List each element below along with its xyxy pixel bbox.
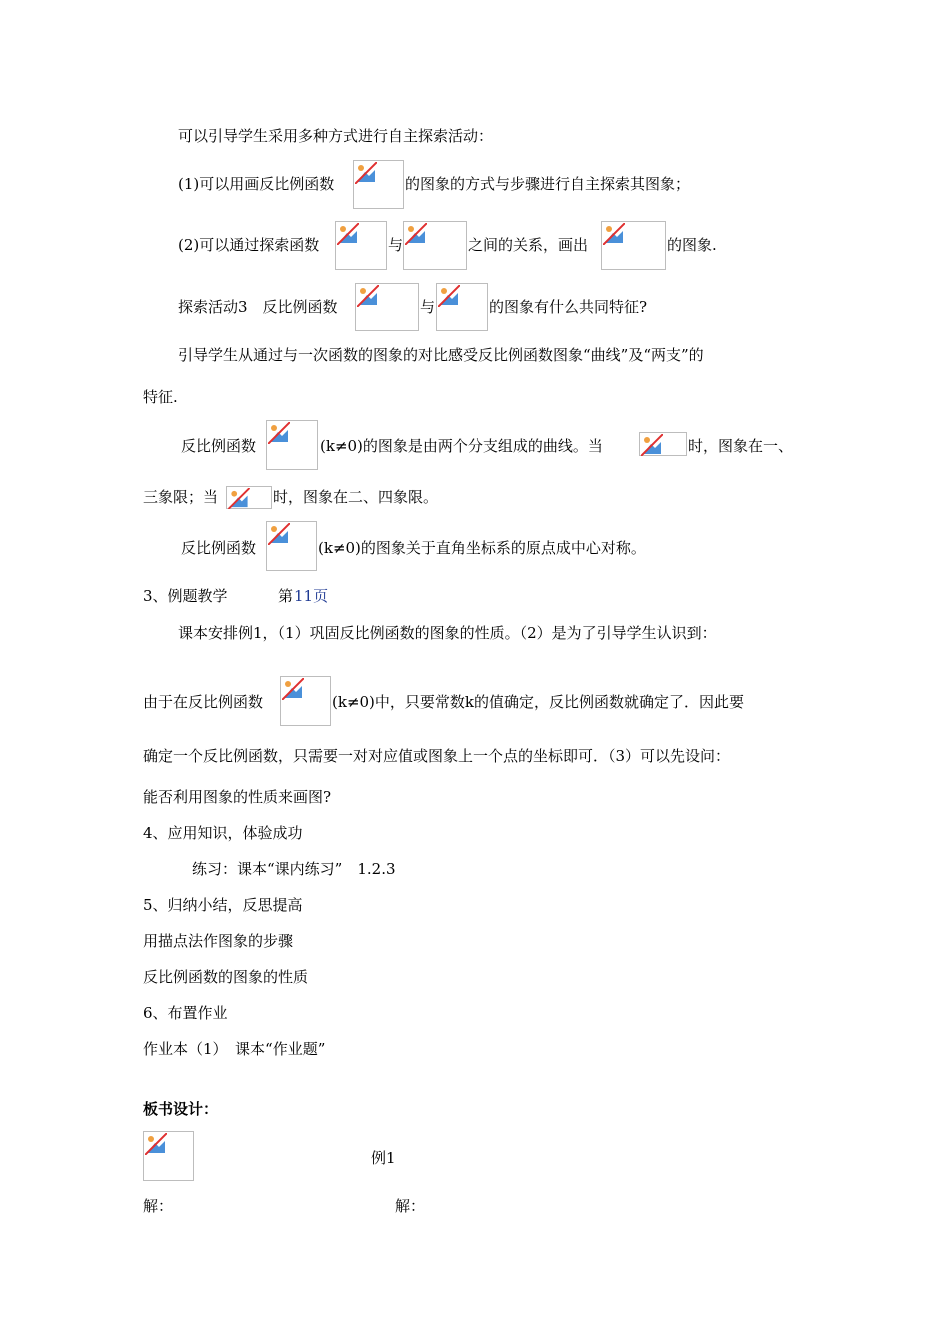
text-line-13: 确定一个反比例函数，只需要一对对应值或图象上一个点的坐标即可．（3）可以先设问： — [143, 747, 731, 765]
section-4-heading: 4、应用知识，体验成功 — [143, 824, 303, 842]
board-design-heading: 板书设计： — [143, 1100, 219, 1118]
formula-image-icon — [226, 486, 272, 509]
page-ref-label: 第 — [278, 587, 294, 605]
text-line-9a: 反比例函数 — [181, 539, 257, 557]
example-1-label: 例1 — [371, 1149, 396, 1167]
formula-image-icon — [266, 420, 318, 470]
section-3-heading: 3、例题教学 — [143, 587, 228, 605]
text-line-7a: 反比例函数 — [181, 437, 257, 455]
formula-image-icon — [601, 221, 666, 270]
text-line-4a: 探索活动3 反比例函数 — [178, 298, 338, 316]
formula-image-icon — [280, 676, 331, 726]
summary-item-2: 反比例函数的图象的性质 — [143, 968, 309, 986]
homework-line: 作业本（1） 课本“作业题” — [143, 1040, 326, 1058]
text-line-14: 能否利用图象的性质来画图? — [143, 788, 332, 806]
text-line-3d: 的图象. — [667, 236, 717, 254]
text-line-4b: 与 — [420, 298, 436, 316]
paragraph-example: 课本安排例1，（1）巩固反比例函数的图象的性质。（2）是为了引导学生认识到： — [178, 624, 717, 642]
formula-image-icon — [353, 160, 404, 209]
formula-image-icon — [436, 283, 488, 331]
text-line-9b: (k≠0)的图象关于直角坐标系的原点成中心对称。 — [318, 539, 646, 557]
text-line-8b: 时，图象在二、四象限。 — [273, 488, 439, 506]
paragraph-intro: 可以引导学生采用多种方式进行自主探索活动： — [178, 127, 494, 145]
text-line-8a: 三象限；当 — [143, 488, 219, 506]
summary-item-1: 用描点法作图象的步骤 — [143, 932, 294, 950]
section-6-heading: 6、布置作业 — [143, 1004, 228, 1022]
formula-image-icon — [403, 221, 467, 270]
solution-right-label: 解： — [395, 1197, 426, 1215]
solution-left-label: 解： — [143, 1197, 174, 1215]
formula-image-icon — [143, 1131, 194, 1181]
text-line-12b: (k≠0)中，只要常数k的值确定，反比例函数就确定了．因此要 — [332, 693, 744, 711]
text-line-2a: (1)可以用画反比例函数 — [178, 175, 335, 193]
text-line-7c: 时，图象在一、 — [688, 437, 794, 455]
text-line-3b: 与 — [388, 236, 404, 254]
formula-image-icon — [266, 521, 317, 571]
section-5-heading: 5、归纳小结，反思提高 — [143, 896, 303, 914]
formula-image-icon — [639, 432, 687, 456]
text-line-4c: 的图象有什么共同特征? — [489, 298, 648, 316]
formula-image-icon — [335, 221, 387, 270]
text-line-2b: 的图象的方式与步骤进行自主探索其图象； — [405, 175, 691, 193]
page-ref-number: 11页 — [294, 587, 329, 605]
text-line-12a: 由于在反比例函数 — [143, 693, 264, 711]
practice-line: 练习：课本“课内练习” 1.2.3 — [192, 860, 396, 878]
text-line-7b: (k≠0)的图象是由两个分支组成的曲线。当 — [320, 437, 603, 455]
paragraph-guide: 引导学生从通过与一次函数的图象的对比感受反比例函数图象“曲线”及“两支”的 — [178, 346, 704, 364]
text-feature: 特征. — [143, 388, 178, 406]
text-line-3c: 之间的关系，画出 — [468, 236, 589, 254]
formula-image-icon — [355, 283, 419, 331]
text-line-3a: (2)可以通过探索函数 — [178, 236, 320, 254]
